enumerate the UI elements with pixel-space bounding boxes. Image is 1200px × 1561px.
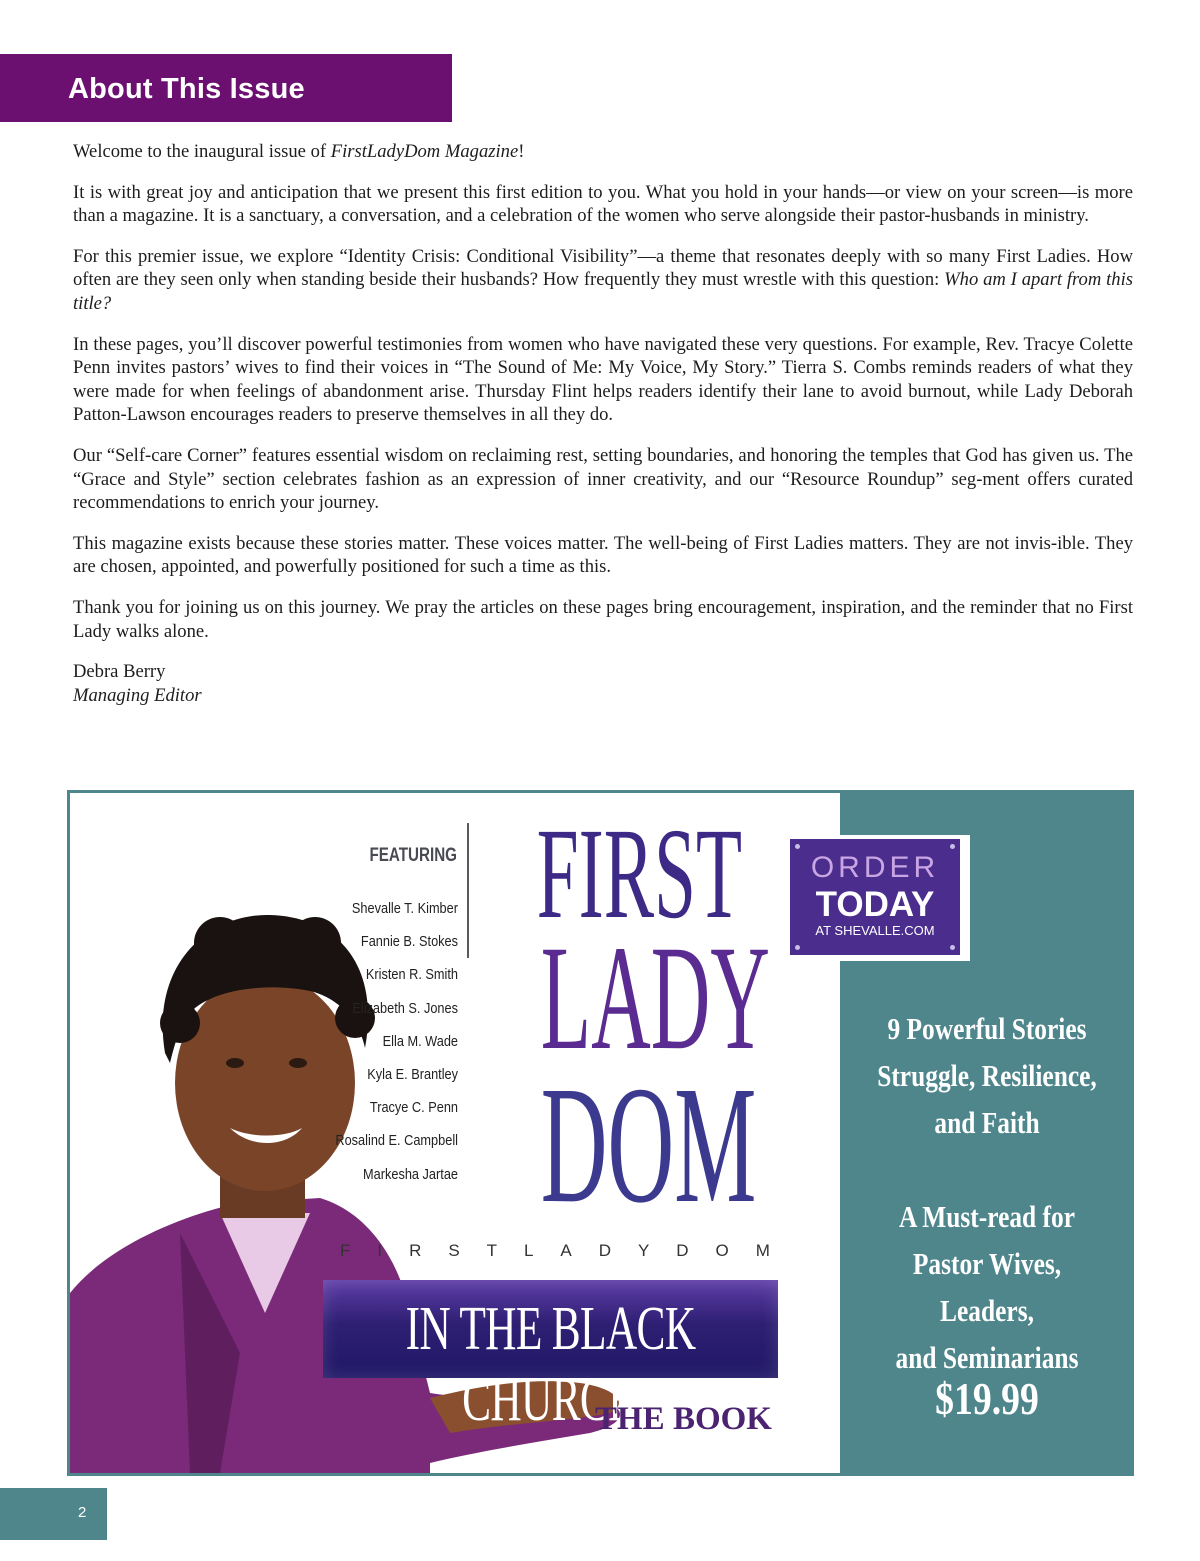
signature-name: Debra Berry bbox=[73, 661, 166, 683]
contributor-name: Tracye C. Penn bbox=[369, 1099, 458, 1117]
letter-paragraph-2: It is with great joy and anticipation that we present this first edition to you. What you hold in your hands—or view on your screen—is more than a magazine. It is a sanctuary, a conversation, and a celebration of the women who serve alongside their pastor-husbands in ministry. bbox=[73, 181, 1133, 227]
ad-copy-line: and Seminarians bbox=[895, 1340, 1079, 1375]
letter-text: For this premier issue, we explore “Identity Crisis: Conditional Visibility”—a theme that resonates deeply with so many First Ladies. How often are they seen only when standing beside their husbands? How frequently they must wrestle with this question: bbox=[73, 245, 1133, 291]
letter-question: Who am I apart from this title? bbox=[73, 269, 1133, 314]
wordmark-letter: A bbox=[560, 1241, 572, 1260]
today-word: TODAY bbox=[815, 885, 935, 924]
order-today-badge[interactable] bbox=[786, 835, 970, 961]
spaced-wordmark bbox=[340, 1241, 770, 1261]
contributor-name: Elizabeth S. Jones bbox=[352, 999, 458, 1017]
divider bbox=[467, 823, 469, 958]
wordmark-letter: O bbox=[715, 1241, 729, 1260]
wordmark-letter: S bbox=[448, 1241, 460, 1260]
letter-paragraph-6: This magazine exists because these stories matter. These voices matter. The well-being of First Ladies matters. They are not invis-ible. They are chosen, appointed, and powerfully positioned for such a time as this. bbox=[73, 532, 1133, 578]
letter-paragraph-5: Our “Self-care Corner” features essential wisdom on reclaiming rest, setting boundaries, and honoring the temples that God has given us. The “Grace and Style” section celebrates fashion as an expression of inner creativity, and our “Resource Roundup” seg-ment offers curated recommendations to enrich your journey. bbox=[73, 444, 1133, 514]
badge-dot bbox=[795, 945, 800, 950]
contributor-name: Markesha Jartae bbox=[363, 1165, 458, 1183]
ad-copy-line: and Faith bbox=[934, 1105, 1040, 1140]
book-title-lady: LADY bbox=[540, 915, 770, 1081]
wordmark-letter: D bbox=[598, 1241, 612, 1260]
wordmark-letter: D bbox=[676, 1241, 689, 1260]
magazine-name: FirstLadyDom Magazine bbox=[330, 141, 519, 162]
contributor-name: Fannie B. Stokes bbox=[360, 933, 458, 951]
ad-copy-line: Pastor Wives, Leaders, bbox=[912, 1246, 1062, 1328]
book-title-dom: DOM bbox=[540, 1052, 757, 1238]
order-badge-inner bbox=[790, 839, 960, 955]
ad-copy-line: A Must-read for bbox=[898, 1199, 1076, 1234]
price-value: $19.99 bbox=[935, 1373, 1039, 1424]
book-price bbox=[866, 1371, 1107, 1427]
book-title-first: FIRST bbox=[536, 802, 743, 946]
ad-copy-line: Struggle, Resilience, bbox=[877, 1058, 1097, 1093]
order-url[interactable]: AT SHEVALLE.COM bbox=[815, 923, 935, 938]
contributor-name: Rosalind E. Campbell bbox=[335, 1132, 458, 1150]
wordmark-letter: Y bbox=[637, 1241, 650, 1260]
order-word: ORDER bbox=[810, 851, 940, 884]
page-number-tab bbox=[0, 1488, 107, 1540]
contributor-name: Shevalle T. Kimber bbox=[351, 900, 458, 917]
signature-title: Managing Editor bbox=[73, 684, 202, 706]
wordmark-letter: I bbox=[377, 1241, 383, 1260]
book-advertisement[interactable] bbox=[67, 790, 1134, 1476]
editor-letter bbox=[73, 140, 1133, 707]
letter-paragraph-3 bbox=[73, 245, 1133, 316]
signature bbox=[73, 660, 1133, 707]
page-number: 2 bbox=[78, 1504, 87, 1521]
ad-copy-line: 9 Powerful Stories bbox=[887, 1011, 1087, 1046]
contributor-list bbox=[300, 899, 458, 1198]
the-book-label: THE BOOK bbox=[595, 1401, 772, 1437]
ad-copy-audience bbox=[866, 1193, 1107, 1381]
wordmark-letter: T bbox=[486, 1241, 498, 1260]
wordmark-letter: M bbox=[755, 1241, 770, 1260]
featuring-label: FEATURING bbox=[369, 845, 457, 866]
badge-dot bbox=[950, 844, 955, 849]
letter-paragraph-7: Thank you for joining us on this journey. We pray the articles on these pages bring encouragement, inspiration, and the reminder that no First Lady walks alone. bbox=[73, 596, 1133, 642]
wordmark-letter: F bbox=[340, 1241, 351, 1260]
wordmark-letter: R bbox=[409, 1241, 422, 1260]
contributor-name: Kyla E. Brantley bbox=[367, 1065, 458, 1083]
letter-text: Welcome to the inaugural issue of bbox=[73, 141, 331, 162]
badge-dot bbox=[950, 945, 955, 950]
letter-paragraph-4: In these pages, you’ll discover powerful testimonies from women who have navigated these very questions. For example, Rev. Tracye Colette Penn invites pastors’ wives to find their voices in “The Sound of Me: My Voice, My Story.” Tierra S. Combs reminds readers of what they were made for when feelings of abandonment arise. Thursday Flint helps readers identify their lane to avoid burnout, while Lady Deborah Patton-Lawson encourages readers to preserve themselves in all they do. bbox=[73, 333, 1133, 426]
contributor-name: Ella M. Wade bbox=[382, 1032, 458, 1050]
letter-text: ! bbox=[518, 141, 525, 162]
section-title: About This Issue bbox=[68, 73, 305, 105]
ad-copy-stories bbox=[866, 1005, 1107, 1146]
letter-paragraph-1 bbox=[73, 140, 1133, 164]
book-subtitle: IN THE BLACK CHURCH bbox=[405, 1295, 696, 1434]
contributor-name: Kristen R. Smith bbox=[365, 966, 458, 984]
badge-dot bbox=[795, 844, 800, 849]
section-banner bbox=[0, 54, 452, 122]
wordmark-letter: L bbox=[523, 1241, 534, 1260]
